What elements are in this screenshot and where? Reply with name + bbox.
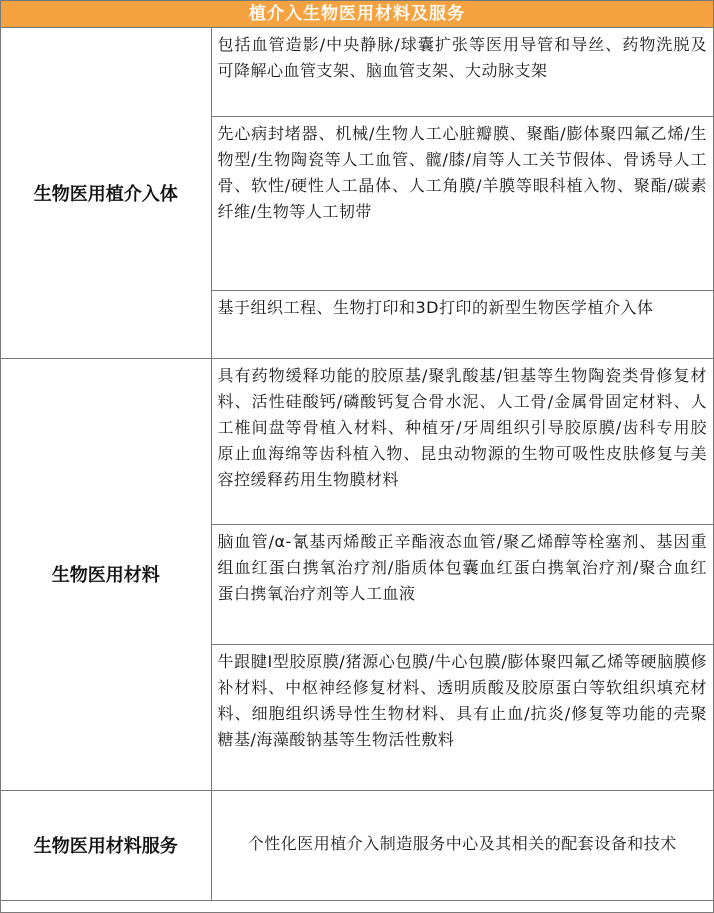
category-cell: 生物医用材料服务 <box>1 790 211 900</box>
item-cell: 脑血管/α-氰基丙烯酸正辛酯液态血管/聚乙烯醇等栓塞剂、基因重组血红蛋白携氧治疗剂/脂质体包囊血红蛋白携氧治疗剂/聚合血红蛋白携氧治疗剂等人工血液 <box>211 524 713 644</box>
item-cell: 基于组织工程、生物打印和3D打印的新型生物医学植介入体 <box>211 290 713 358</box>
item-cell: 先心病封堵器、机械/生物人工心脏瓣膜、聚酯/膨体聚四氟乙烯/生物型/生物陶瓷等人工血管、髋/膝/肩等人工关节假体、骨诱导人工骨、软性/硬性人工晶体、人工角膜/羊膜等眼科植入物、聚酯/碳素纤维/生物等人工韧带 <box>211 116 713 290</box>
item-cell: 个性化医用植介入制造服务中心及其相关的配套设备和技术 <box>211 790 713 900</box>
category-cell: 生物医用植介入体 <box>1 28 211 358</box>
category-cell: 生物医用材料 <box>1 358 211 790</box>
table-row <box>1 358 713 524</box>
table-row <box>1 790 713 900</box>
table-title: 植介入生物医用材料及服务 <box>1 1 713 28</box>
item-cell: 具有药物缓释功能的胶原基/聚乳酸基/钽基等生物陶瓷类骨修复材料、活性硅酸钙/磷酸钙复合骨水泥、人工骨/金属骨固定材料、人工椎间盘等骨植入材料、种植牙/牙周组织引导胶原膜/齿科专用胶原止血海绵等齿科植入物、昆虫动物源的生物可吸性皮肤修复与美容控缓释药用生物膜材料 <box>211 358 713 524</box>
table-body <box>1 28 713 901</box>
table-row <box>1 28 713 116</box>
item-cell: 包括血管造影/中央静脉/球囊扩张等医用导管和导丝、药物洗脱及可降解心血管支架、脑血管支架、大动脉支架 <box>211 28 713 116</box>
item-cell: 牛跟腱I型胶原膜/猪源心包膜/牛心包膜/膨体聚四氟乙烯等硬脑膜修补材料、中枢神经修复材料、透明质酸及胶原蛋白等软组织填充材料、细胞组织诱导性生物材料、具有止血/抗炎/修复等功能的壳聚糖基/海藻酸钠基等生物活性敷料 <box>211 644 713 790</box>
